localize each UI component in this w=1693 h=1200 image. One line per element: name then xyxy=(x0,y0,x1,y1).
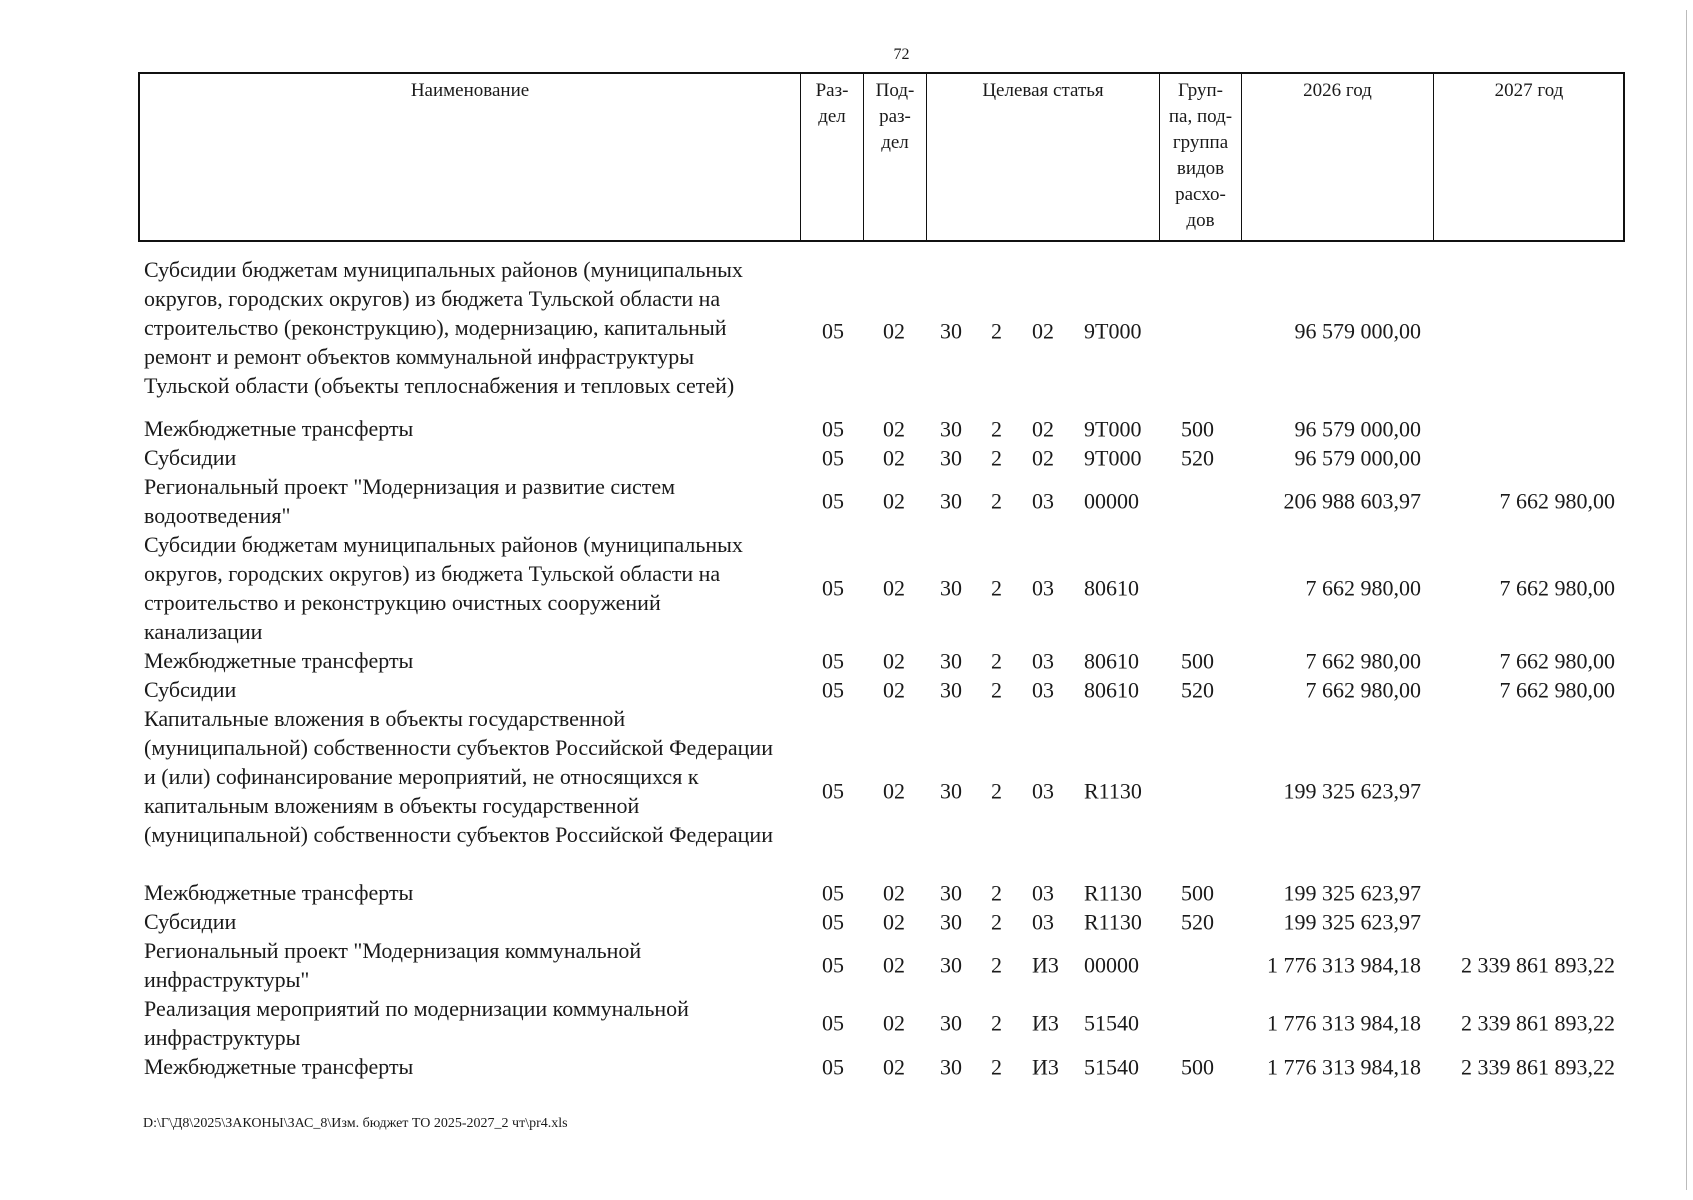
row-target-1: 30 xyxy=(940,1010,962,1036)
row-2027: 7 662 980,00 xyxy=(1499,488,1615,514)
row-target-4: 00000 xyxy=(1084,952,1139,978)
row-target-4: 51540 xyxy=(1084,1054,1139,1079)
row-target-4: 51540 xyxy=(1084,1010,1139,1036)
row-podrazdel: 02 xyxy=(883,677,905,702)
header-razdel: Раз- дел xyxy=(801,74,864,240)
row-target-1: 30 xyxy=(940,677,962,702)
row-razdel: 05 xyxy=(822,648,844,673)
row-target-1: 30 xyxy=(940,648,962,673)
row-target-4: R1130 xyxy=(1084,778,1142,804)
row-target-3: И3 xyxy=(1032,1054,1059,1079)
row-target-2: 2 xyxy=(991,575,1002,601)
row-target-4: 9Т000 xyxy=(1084,318,1142,343)
header-target-article: Целевая статья xyxy=(927,74,1160,240)
row-2026: 96 579 000,00 xyxy=(1294,445,1421,470)
row-target-1: 30 xyxy=(940,909,962,934)
row-2026: 199 325 623,97 xyxy=(1283,909,1421,934)
header-2026: 2026 год xyxy=(1242,74,1434,240)
row-target-4: 80610 xyxy=(1084,575,1139,601)
row-group: 500 xyxy=(1181,648,1214,673)
row-target-2: 2 xyxy=(991,909,1002,934)
row-target-3: 03 xyxy=(1032,778,1054,804)
row-podrazdel: 02 xyxy=(883,778,905,804)
row-razdel: 05 xyxy=(822,909,844,934)
row-2027: 2 339 861 893,22 xyxy=(1461,1054,1615,1079)
row-target-1: 30 xyxy=(940,952,962,978)
row-target-2: 2 xyxy=(991,880,1002,905)
row-name: Субсидии xyxy=(144,909,237,934)
row-2026: 1 776 313 984,18 xyxy=(1267,952,1421,978)
row-group: 520 xyxy=(1181,445,1214,470)
row-podrazdel: 02 xyxy=(883,1054,905,1079)
row-target-2: 2 xyxy=(991,488,1002,514)
row-target-4: 00000 xyxy=(1084,488,1139,514)
row-razdel: 05 xyxy=(822,880,844,905)
row-podrazdel: 02 xyxy=(883,575,905,601)
row-2026: 96 579 000,00 xyxy=(1294,318,1421,343)
row-target-2: 2 xyxy=(991,778,1002,804)
row-target-3: 03 xyxy=(1032,575,1054,601)
row-name: Региональный проект "Модернизация коммунальной инфраструктуры" xyxy=(144,938,642,992)
table-row xyxy=(138,255,1625,406)
row-name: Субсидии xyxy=(144,677,237,702)
row-target-2: 2 xyxy=(991,952,1002,978)
row-target-1: 30 xyxy=(940,445,962,470)
row-group: 520 xyxy=(1181,677,1214,702)
table-row xyxy=(138,443,1625,472)
row-target-3: 03 xyxy=(1032,880,1054,905)
row-target-1: 30 xyxy=(940,778,962,804)
file-path-footer: D:\Г\Д8\2025\ЗАКОНЫ\ЗАС_8\Изм. бюджет ТО 2025-2027_2 чт\pr4.xls xyxy=(143,1116,568,1131)
row-razdel: 05 xyxy=(822,1054,844,1079)
row-name: Субсидии бюджетам муниципальных районов (муниципальных округов, городских округов) из бюджета Тульской области на строительство и реконструкцию очистных сооружений канализации xyxy=(144,532,743,644)
row-target-1: 30 xyxy=(940,575,962,601)
row-podrazdel: 02 xyxy=(883,488,905,514)
row-2026: 7 662 980,00 xyxy=(1305,575,1421,601)
row-name: Межбюджетные трансферты xyxy=(144,648,414,673)
table-body xyxy=(138,255,1625,1081)
row-2027: 7 662 980,00 xyxy=(1499,575,1615,601)
row-target-3: И3 xyxy=(1032,1010,1059,1036)
row-2026: 1 776 313 984,18 xyxy=(1267,1054,1421,1079)
row-name: Реализация мероприятий по модернизации коммунальной инфраструктуры xyxy=(144,996,689,1050)
row-target-2: 2 xyxy=(991,318,1002,343)
row-2026: 1 776 313 984,18 xyxy=(1267,1010,1421,1036)
row-group: 500 xyxy=(1181,416,1214,441)
row-target-2: 2 xyxy=(991,416,1002,441)
row-name: Капитальные вложения в объекты государственной (муниципальной) собственности субъектов Российской Федерации и (или) софинансирование мероприятий, не относящихся к капитальным вложениям в объекты государственной (муниципальной) собственности субъектов Российской Федерации xyxy=(144,706,773,847)
row-2026: 199 325 623,97 xyxy=(1283,778,1421,804)
row-target-3: 03 xyxy=(1032,488,1054,514)
row-2026: 7 662 980,00 xyxy=(1305,677,1421,702)
row-target-1: 30 xyxy=(940,318,962,343)
table-row xyxy=(138,907,1625,936)
row-razdel: 05 xyxy=(822,416,844,441)
row-razdel: 05 xyxy=(822,575,844,601)
row-target-2: 2 xyxy=(991,445,1002,470)
row-2026: 96 579 000,00 xyxy=(1294,416,1421,441)
row-target-3: 02 xyxy=(1032,416,1054,441)
row-target-4: 80610 xyxy=(1084,648,1139,673)
row-target-3: 03 xyxy=(1032,677,1054,702)
row-2026: 7 662 980,00 xyxy=(1305,648,1421,673)
row-target-3: 03 xyxy=(1032,648,1054,673)
table-row xyxy=(138,936,1625,994)
row-razdel: 05 xyxy=(822,445,844,470)
row-name: Субсидии xyxy=(144,445,237,470)
row-podrazdel: 02 xyxy=(883,318,905,343)
row-target-2: 2 xyxy=(991,677,1002,702)
row-2027: 7 662 980,00 xyxy=(1499,677,1615,702)
row-podrazdel: 02 xyxy=(883,909,905,934)
row-razdel: 05 xyxy=(822,318,844,343)
row-razdel: 05 xyxy=(822,778,844,804)
row-razdel: 05 xyxy=(822,1010,844,1036)
row-name: Межбюджетные трансферты xyxy=(144,1054,414,1079)
row-2026: 206 988 603,97 xyxy=(1283,488,1421,514)
row-podrazdel: 02 xyxy=(883,648,905,673)
row-podrazdel: 02 xyxy=(883,445,905,470)
row-podrazdel: 02 xyxy=(883,952,905,978)
header-2027: 2027 год xyxy=(1494,80,1564,101)
table-row xyxy=(138,675,1625,704)
row-group: 500 xyxy=(1181,880,1214,905)
table-row xyxy=(138,472,1625,530)
row-target-4: 9Т000 xyxy=(1084,445,1142,470)
table-row xyxy=(138,646,1625,675)
table-row xyxy=(138,994,1625,1052)
row-razdel: 05 xyxy=(822,488,844,514)
row-name: Региональный проект "Модернизация и развитие систем водоотведения" xyxy=(144,474,676,528)
row-target-3: 02 xyxy=(1032,318,1054,343)
page-number: 72 xyxy=(893,46,910,63)
row-target-2: 2 xyxy=(991,1054,1002,1079)
row-podrazdel: 02 xyxy=(883,1010,905,1036)
row-target-2: 2 xyxy=(991,648,1002,673)
row-target-4: 80610 xyxy=(1084,677,1139,702)
row-target-4: R1130 xyxy=(1084,909,1142,934)
row-target-1: 30 xyxy=(940,880,962,905)
row-group: 520 xyxy=(1181,909,1214,934)
row-name: Субсидии бюджетам муниципальных районов (муниципальных округов, городских округов) из бюджета Тульской области на строительство (реконструкцию), модернизацию, капитальный ремонт и ремонт объектов коммунальной инфраструктуры Тульской области (объекты теплоснабжения и тепловых сетей) xyxy=(144,257,743,398)
scan-edge-line xyxy=(1686,10,1687,1190)
row-2027: 2 339 861 893,22 xyxy=(1461,1010,1615,1036)
header-name: Наименование xyxy=(140,74,801,240)
row-group: 500 xyxy=(1181,1054,1214,1079)
row-name: Межбюджетные трансферты xyxy=(144,416,414,441)
row-razdel: 05 xyxy=(822,952,844,978)
header-group: Груп- па, под- группа видов расхо- дов xyxy=(1160,74,1242,240)
row-podrazdel: 02 xyxy=(883,416,905,441)
row-target-1: 30 xyxy=(940,488,962,514)
table-row xyxy=(138,878,1625,907)
table-row xyxy=(138,530,1625,646)
row-target-1: 30 xyxy=(940,416,962,441)
row-target-4: 9Т000 xyxy=(1084,416,1142,441)
row-target-3: И3 xyxy=(1032,952,1059,978)
row-name: Межбюджетные трансферты xyxy=(144,880,414,905)
row-2026: 199 325 623,97 xyxy=(1283,880,1421,905)
row-target-3: 02 xyxy=(1032,445,1054,470)
row-razdel: 05 xyxy=(822,677,844,702)
row-2027: 7 662 980,00 xyxy=(1499,648,1615,673)
row-target-2: 2 xyxy=(991,1010,1002,1036)
row-2027: 2 339 861 893,22 xyxy=(1461,952,1615,978)
table-row xyxy=(138,704,1625,878)
row-target-4: R1130 xyxy=(1084,880,1142,905)
table-header xyxy=(138,72,1625,242)
header-podrazdel: Под- раз- дел xyxy=(864,74,927,240)
row-target-3: 03 xyxy=(1032,909,1054,934)
table-row xyxy=(138,414,1625,443)
row-target-1: 30 xyxy=(940,1054,962,1079)
table-row xyxy=(138,1052,1625,1081)
row-podrazdel: 02 xyxy=(883,880,905,905)
